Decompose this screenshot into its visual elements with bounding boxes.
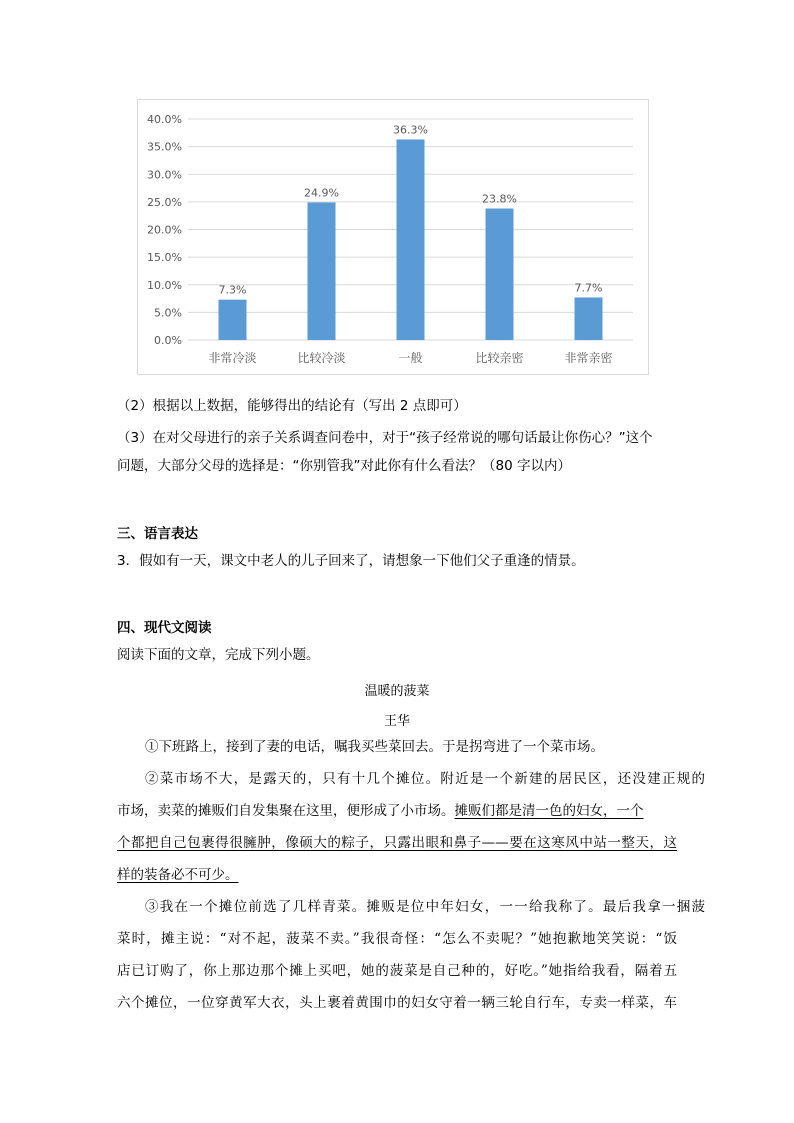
- x-category-label: 非常冷淡: [208, 351, 257, 365]
- paragraph-2-line-2: [117, 800, 677, 822]
- x-category-label: 比较冷淡: [297, 351, 346, 365]
- x-category-label: 非常亲密: [564, 351, 613, 365]
- bar-value-label: 24.9%: [304, 186, 339, 200]
- y-tick-label: 15.0%: [147, 251, 182, 265]
- y-tick-label: 20.0%: [147, 223, 182, 237]
- paragraph-2-text: 市场，卖菜的摊贩们自发集聚在这里，便形成了小市场。: [117, 803, 455, 819]
- bar-chart: [137, 99, 649, 375]
- section-4-heading: 四、现代文阅读: [117, 620, 212, 636]
- section-4-instruction: 阅读下面的文章，完成下列小题。: [117, 647, 320, 663]
- bar-value-label: 23.8%: [482, 192, 517, 206]
- bar: [575, 297, 603, 340]
- paragraph-2-line-3: 个都把自己包裹得很臃肿，像硕大的粽子，只露出眼和鼻子——要在这寒风中站一整天，这: [117, 835, 677, 851]
- y-tick-label: 10.0%: [147, 278, 182, 292]
- y-tick-label: 35.0%: [147, 140, 182, 154]
- question-3-line-2: 问题，大部分父母的选择是：“你别管我”对此你有什么看法？（80 字以内）: [117, 458, 571, 474]
- y-tick-label: 5.0%: [154, 306, 182, 320]
- x-category-label: 一般: [398, 351, 423, 365]
- question-3-line-1: （3）在对父母进行的亲子关系调查问卷中，对于“孩子经常说的哪句话最让你伤心？”这个: [117, 430, 653, 446]
- section-3-item: 3．假如有一天，课文中老人的儿子回来了，请想象一下他们父子重逢的情景。: [117, 553, 585, 569]
- paragraph-3-line-3: 店已订购了，你上那边那个摊上买吧，她的菠菜是自己种的，好吃。”她指给我看，隔着五: [117, 963, 677, 979]
- paragraph-1: ①下班路上，接到了妻的电话，嘱我买些菜回去。于是拐弯进了一个菜市场。: [145, 739, 604, 755]
- article-author: 王华: [383, 714, 410, 729]
- bar-chart-svg: [138, 100, 648, 374]
- paragraph-2-line-1: ②菜市场不大，是露天的，只有十几个摊位。附近是一个新建的居民区，还没建正规的: [145, 771, 705, 787]
- paragraph-2-line-4: 样的装备必不可少。: [117, 867, 239, 883]
- bar-value-label: 7.7%: [574, 281, 603, 295]
- bar-value-label: 36.3%: [393, 123, 428, 137]
- bar-value-label: 7.3%: [218, 283, 247, 297]
- y-tick-label: 25.0%: [147, 195, 182, 209]
- article-title: 温暖的菠菜: [364, 684, 430, 699]
- section-3-heading: 三、语言表达: [117, 526, 198, 542]
- bar: [397, 139, 425, 340]
- y-tick-label: 0.0%: [154, 334, 182, 347]
- paragraph-3-line-1: ③我在一个摊位前选了几样青菜。摊贩是位中年妇女，一一给我称了。最后我拿一捆菠: [145, 899, 705, 915]
- bar: [308, 202, 336, 340]
- paragraph-2-underlined-start: 摊贩们都是清一色的妇女，一个: [454, 803, 644, 819]
- bar: [219, 300, 247, 340]
- bar: [486, 209, 514, 340]
- x-category-label: 比较亲密: [475, 351, 524, 365]
- question-2: （2）根据以上数据，能够得出的结论有（写出 2 点即可）: [117, 398, 467, 414]
- paragraph-3-line-4: 六个摊位，一位穿黄军大衣，头上裹着黄围巾的妇女守着一辆三轮自行车，专卖一样菜，车: [117, 995, 677, 1011]
- y-tick-label: 40.0%: [147, 113, 182, 126]
- y-tick-label: 30.0%: [147, 168, 182, 182]
- paragraph-3-line-2: 菜时，摊主说：“对不起，菠菜不卖。”我很奇怪：“怎么不卖呢？”她抱歉地笑笑说：“饭: [117, 931, 677, 947]
